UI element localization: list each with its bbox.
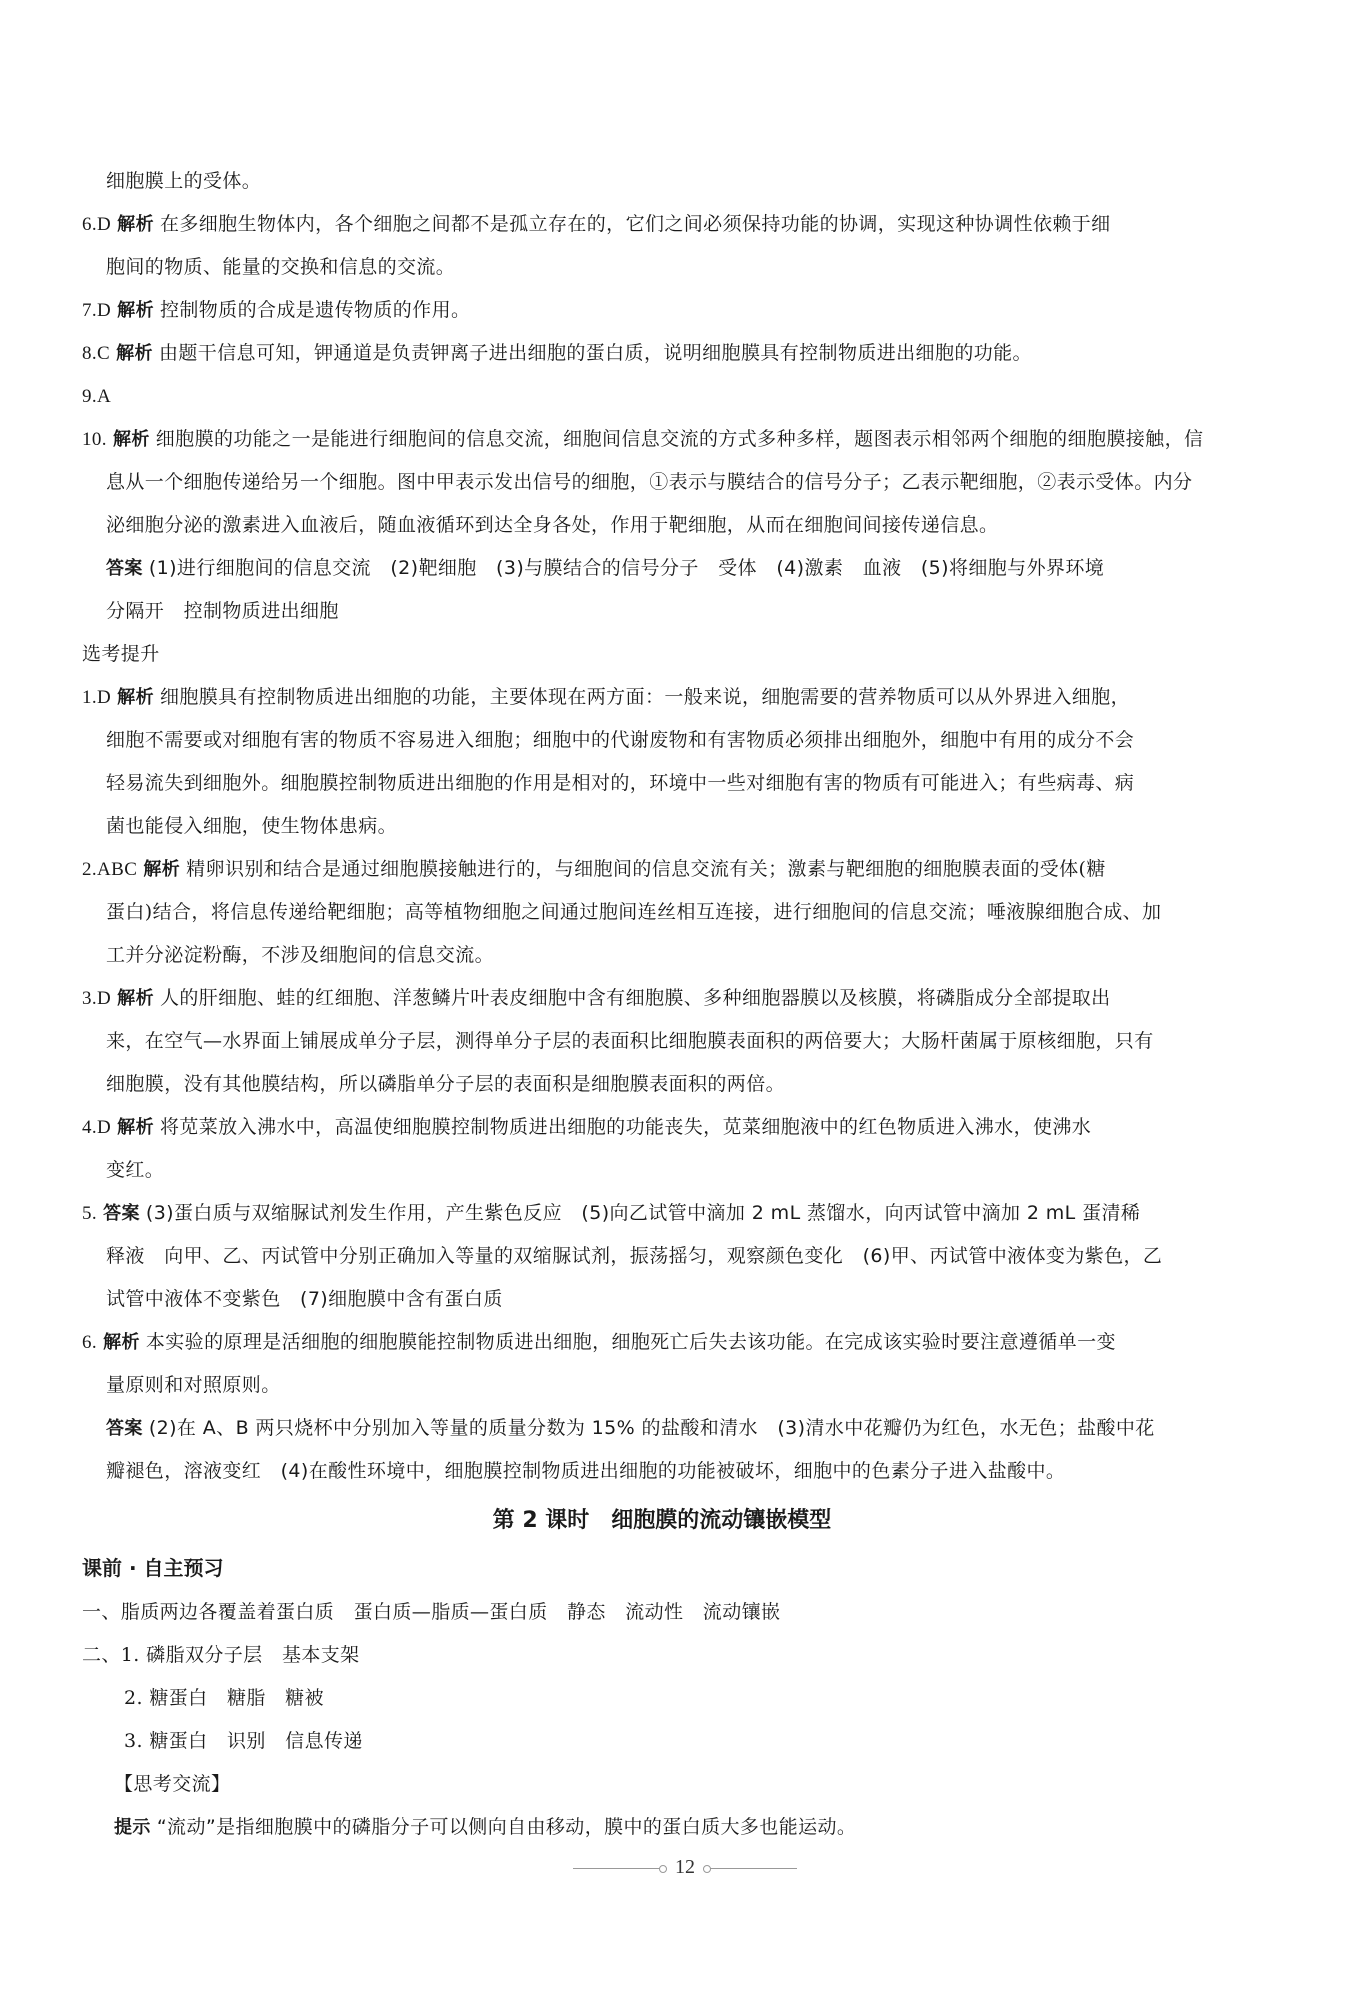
answer-line <box>82 1063 1242 1106</box>
lesson-title: 第 2 课时 细胞膜的流动镶嵌模型 <box>492 1508 832 1533</box>
line-text: 轻易流失到细胞外。细胞膜控制物质进出细胞的作用是相对的，环境中一些对细胞有害的物质有可能进入；有些病毒、病 <box>106 772 1135 794</box>
answer-line <box>82 1149 1242 1192</box>
answer-label: 解析 <box>117 300 154 321</box>
answer-line <box>82 1364 1242 1407</box>
answer-label: 答案 <box>106 1418 143 1439</box>
answer-line <box>82 1321 1242 1364</box>
answer-label: 解析 <box>117 1117 154 1138</box>
line-text: 人的肝细胞、蛙的红细胞、洋葱鳞片叶表皮细胞中含有细胞膜、多种细胞器膜以及核膜，将磷脂成分全部提取出 <box>159 987 1111 1009</box>
answer-line <box>82 504 1242 547</box>
answer-line <box>82 934 1242 977</box>
question-number: 10. <box>82 429 107 450</box>
answer-line <box>82 590 1242 633</box>
answer-line <box>82 1450 1242 1493</box>
hint-line <box>82 1806 1242 1849</box>
footer-rule-right <box>707 1868 797 1869</box>
hint-label: 提示 <box>114 1817 151 1838</box>
question-number: 6. <box>82 1332 98 1353</box>
answer-line <box>82 461 1242 504</box>
preview-line <box>82 1720 1242 1763</box>
answer-line <box>82 375 1242 418</box>
footer-rule-left <box>573 1868 663 1869</box>
question-number: 5. <box>82 1203 98 1224</box>
answer-line <box>82 805 1242 848</box>
answer-label: 解析 <box>143 859 181 880</box>
line-text: 工并分泌淀粉酶，不涉及细胞间的信息交流。 <box>106 944 495 966</box>
answer-line <box>82 977 1242 1020</box>
answer-line <box>82 1106 1242 1149</box>
line-text: 胞间的物质、能量的交换和信息的交流。 <box>106 256 456 278</box>
page-number: 12 <box>675 1856 695 1878</box>
answer-line <box>82 1020 1242 1063</box>
answer-line <box>82 719 1242 762</box>
line-text: 在多细胞生物体内，各个细胞之间都不是孤立存在的，它们之间必须保持功能的协调，实现这种协调性依赖于细 <box>159 213 1111 235</box>
line-text: 本实验的原理是活细胞的细胞膜能控制物质进出细胞，细胞死亡后失去该功能。在完成该实验时要注意遵循单一变 <box>145 1331 1116 1353</box>
line-text: 细胞膜的功能之一是能进行细胞间的信息交流，细胞间信息交流的方式多种多样，题图表示相邻两个细胞的细胞膜接触，信 <box>155 428 1204 450</box>
answer-lines <box>82 160 1242 1493</box>
line-text: (3)蛋白质与双缩脲试剂发生作用，产生紫色反应 (5)向乙试管中滴加 2 mL 蒸馏水，向丙试管中滴加 2 mL 蛋清稀 <box>145 1202 1141 1224</box>
preview-line <box>82 1591 1242 1634</box>
answer-label: 解析 <box>117 988 154 1009</box>
line-text: 2. 糖蛋白 糖脂 糖被 <box>124 1687 324 1709</box>
answer-label: 解析 <box>117 214 154 235</box>
page-footer <box>0 1856 1370 1886</box>
line-text: 瓣褪色，溶液变红 (4)在酸性环境中，细胞膜控制物质进出细胞的功能被破坏，细胞中的色素分子进入盐酸中。 <box>106 1460 1066 1482</box>
answer-label: 答案 <box>103 1203 140 1224</box>
line-text: 量原则和对照原则。 <box>106 1374 281 1396</box>
line-text: 选考提升 <box>82 643 160 665</box>
answer-label: 答案 <box>106 558 143 579</box>
line-text: (2)在 A、B 两只烧杯中分别加入等量的质量分数为 15% 的盐酸和清水 (3)清水中花瓣仍为红色，水无色；盐酸中花 <box>148 1417 1155 1439</box>
line-text: 细胞膜上的受体。 <box>106 170 262 192</box>
line-text: 菌也能侵入细胞，使生物体患病。 <box>106 815 398 837</box>
answer-line <box>82 418 1242 461</box>
answer-label: 解析 <box>117 687 154 708</box>
question-number: 4.D <box>82 1117 112 1138</box>
line-text: 分隔开 控制物质进出细胞 <box>106 600 339 622</box>
preview-line <box>82 1677 1242 1720</box>
line-text: 泌细胞分泌的激素进入血液后，随血液循环到达全身各处，作用于靶细胞，从而在细胞间间接传递信息。 <box>106 514 999 536</box>
line-text: 二、1. 磷脂双分子层 基本支架 <box>82 1644 360 1666</box>
answer-page <box>82 160 1242 1849</box>
question-number: 7.D <box>82 300 112 321</box>
line-text: 精卵识别和结合是通过细胞膜接触进行的，与细胞间的信息交流有关；激素与靶细胞的细胞膜表面的受体(糖 <box>186 858 1106 880</box>
line-text: 一、脂质两边各覆盖着蛋白质 蛋白质—脂质—蛋白质 静态 流动性 流动镶嵌 <box>82 1601 781 1623</box>
answer-label: 解析 <box>116 343 153 364</box>
question-number: 2.ABC <box>82 859 138 880</box>
line-text: 息从一个细胞传递给另一个细胞。图中甲表示发出信号的细胞，①表示与膜结合的信号分子；乙表示靶细胞，②表示受体。内分 <box>106 471 1193 493</box>
answer-line <box>82 1407 1242 1450</box>
answer-line <box>82 332 1242 375</box>
line-text: 释液 向甲、乙、丙试管中分别正确加入等量的双缩脲试剂，振荡摇匀，观察颜色变化 (6)甲、丙试管中液体变为紫色，乙 <box>106 1245 1163 1267</box>
line-text: 3. 糖蛋白 识别 信息传递 <box>124 1730 363 1752</box>
question-number: 9.A <box>82 386 112 407</box>
answer-line <box>82 246 1242 289</box>
line-text: 将苋菜放入沸水中，高温使细胞膜控制物质进出细胞的功能丧失，苋菜细胞液中的红色物质进入沸水，使沸水 <box>159 1116 1092 1138</box>
answer-line <box>82 203 1242 246</box>
question-number: 3.D <box>82 988 112 1009</box>
line-text: 【思考交流】 <box>114 1773 231 1795</box>
answer-line <box>82 762 1242 805</box>
hint-text: “流动”是指细胞膜中的磷脂分子可以侧向自由移动，膜中的蛋白质大多也能运动。 <box>156 1816 857 1838</box>
answer-line <box>82 160 1242 203</box>
answer-line <box>82 1192 1242 1235</box>
preview-line <box>82 1763 1242 1806</box>
answer-line <box>82 633 1242 676</box>
question-number: 8.C <box>82 343 111 364</box>
line-text: 试管中液体不变紫色 (7)细胞膜中含有蛋白质 <box>106 1288 503 1310</box>
answer-line <box>82 547 1242 590</box>
answer-label: 解析 <box>103 1332 140 1353</box>
line-text: (1)进行细胞间的信息交流 (2)靶细胞 (3)与膜结合的信号分子 受体 (4)激素 血液 (5)将细胞与外界环境 <box>148 557 1105 579</box>
answer-line <box>82 289 1242 332</box>
preview-line <box>82 1634 1242 1677</box>
answer-line <box>82 1278 1242 1321</box>
line-text: 来，在空气—水界面上铺展成单分子层，测得单分子层的表面积比细胞膜表面积的两倍要大；大肠杆菌属于原核细胞，只有 <box>106 1030 1154 1052</box>
answer-line <box>82 676 1242 719</box>
answer-line <box>82 891 1242 934</box>
line-text: 变红。 <box>106 1159 165 1181</box>
line-text: 细胞不需要或对细胞有害的物质不容易进入细胞；细胞中的代谢废物和有害物质必须排出细胞外，细胞中有用的成分不会 <box>106 729 1135 751</box>
line-text: 细胞膜，没有其他膜结构，所以磷脂单分子层的表面积是细胞膜表面积的两倍。 <box>106 1073 786 1095</box>
preview-heading: 课前 · 自主预习 <box>82 1556 224 1580</box>
line-text: 控制物质的合成是遗传物质的作用。 <box>159 299 471 321</box>
answer-label: 解析 <box>112 429 150 450</box>
answer-line <box>82 1235 1242 1278</box>
question-number: 1.D <box>82 687 112 708</box>
line-text: 蛋白)结合，将信息传递给靶细胞；高等植物细胞之间通过胞间连丝相互连接，进行细胞间的信息交流；唾液腺细胞合成、加 <box>106 901 1162 923</box>
line-text: 由题干信息可知，钾通道是负责钾离子进出细胞的蛋白质，说明细胞膜具有控制物质进出细胞的功能。 <box>158 342 1032 364</box>
preview-lines <box>82 1591 1242 1806</box>
question-number: 6.D <box>82 214 112 235</box>
line-text: 细胞膜具有控制物质进出细胞的功能，主要体现在两方面：一般来说，细胞需要的营养物质可以从外界进入细胞， <box>159 686 1130 708</box>
answer-line <box>82 848 1242 891</box>
